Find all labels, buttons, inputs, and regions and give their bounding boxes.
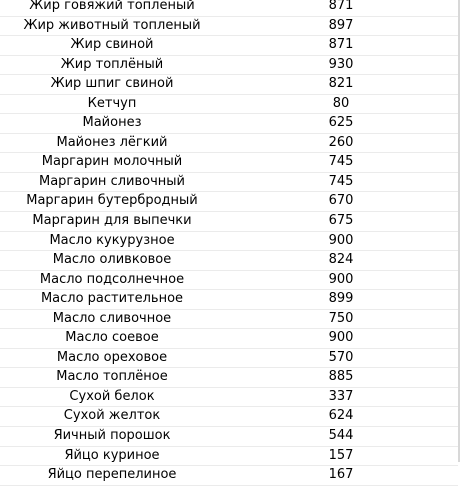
table-row — [0, 427, 458, 447]
table-row — [0, 16, 458, 36]
table-row — [0, 133, 458, 153]
table-row — [0, 0, 458, 16]
product-name-cell: Кетчуп — [0, 94, 224, 114]
product-name-cell: Маргарин молочный — [0, 153, 224, 173]
product-name-cell: Масло ореховое — [0, 348, 224, 368]
table-row — [0, 212, 458, 232]
table-row — [0, 251, 458, 271]
product-name-cell: Масло топлёное — [0, 368, 224, 388]
product-name-cell: Масло кукурузное — [0, 231, 224, 251]
product-name-cell: Маргарин бутербродный — [0, 192, 224, 212]
table-row — [0, 466, 458, 486]
product-name-cell: Сухой белок — [0, 387, 224, 407]
table-row — [0, 348, 458, 368]
calorie-value-cell: 745 — [224, 153, 458, 173]
table-row — [0, 446, 458, 466]
calorie-value-cell: 824 — [224, 251, 458, 271]
calorie-value-cell: 670 — [224, 192, 458, 212]
product-name-cell: Маргарин для выпечки — [0, 212, 224, 232]
table-row — [0, 231, 458, 251]
product-name-cell: Жир говяжий топленый — [0, 0, 224, 16]
table-row — [0, 172, 458, 192]
table-row — [0, 270, 458, 290]
table-row — [0, 407, 458, 427]
product-name-cell: Жир свиной — [0, 36, 224, 56]
product-name-cell: Масло соевое — [0, 329, 224, 349]
product-name-cell: Масло оливковое — [0, 251, 224, 271]
calorie-value-cell: 544 — [224, 427, 458, 447]
calorie-value-cell: 157 — [224, 446, 458, 466]
product-name-cell: Масло подсолнечное — [0, 270, 224, 290]
calorie-value-cell: 745 — [224, 172, 458, 192]
calorie-value-cell: 80 — [224, 94, 458, 114]
product-name-cell: Яйцо куриное — [0, 446, 224, 466]
table-row — [0, 290, 458, 310]
calorie-value-cell: 167 — [224, 466, 458, 486]
product-name-cell: Майонез — [0, 114, 224, 134]
calorie-value-cell: 260 — [224, 133, 458, 153]
calorie-value-cell: 821 — [224, 75, 458, 95]
table-row — [0, 368, 458, 388]
table-row — [0, 36, 458, 56]
calorie-value-cell: 624 — [224, 407, 458, 427]
calorie-value-cell: 885 — [224, 368, 458, 388]
product-name-cell: Маргарин сливочный — [0, 172, 224, 192]
calorie-value-cell: 625 — [224, 114, 458, 134]
calorie-value-cell: 570 — [224, 348, 458, 368]
table-row — [0, 329, 458, 349]
table-row — [0, 94, 458, 114]
table-row — [0, 114, 458, 134]
calorie-value-cell: 897 — [224, 16, 458, 36]
table-row — [0, 75, 458, 95]
calorie-value-cell: 900 — [224, 329, 458, 349]
product-name-cell: Масло растительное — [0, 290, 224, 310]
product-name-cell: Жир топлёный — [0, 55, 224, 75]
calorie-value-cell: 871 — [224, 0, 458, 16]
product-name-cell: Майонез лёгкий — [0, 133, 224, 153]
calorie-value-cell: 337 — [224, 387, 458, 407]
calorie-value-cell: 871 — [224, 36, 458, 56]
product-name-cell: Яйцо перепелиное — [0, 466, 224, 486]
table-row — [0, 153, 458, 173]
product-name-cell: Жир шпиг свиной — [0, 75, 224, 95]
table-row — [0, 55, 458, 75]
table-row — [0, 309, 458, 329]
table-row — [0, 387, 458, 407]
calorie-value-cell: 675 — [224, 212, 458, 232]
product-name-cell: Яичный порошок — [0, 427, 224, 447]
product-name-cell: Сухой желток — [0, 407, 224, 427]
table-row — [0, 192, 458, 212]
calorie-value-cell: 900 — [224, 270, 458, 290]
calorie-value-cell: 899 — [224, 290, 458, 310]
calorie-value-cell: 750 — [224, 309, 458, 329]
calorie-value-cell: 930 — [224, 55, 458, 75]
calorie-value-cell: 900 — [224, 231, 458, 251]
product-name-cell: Жир животный топленый — [0, 16, 224, 36]
product-name-cell: Масло сливочное — [0, 309, 224, 329]
